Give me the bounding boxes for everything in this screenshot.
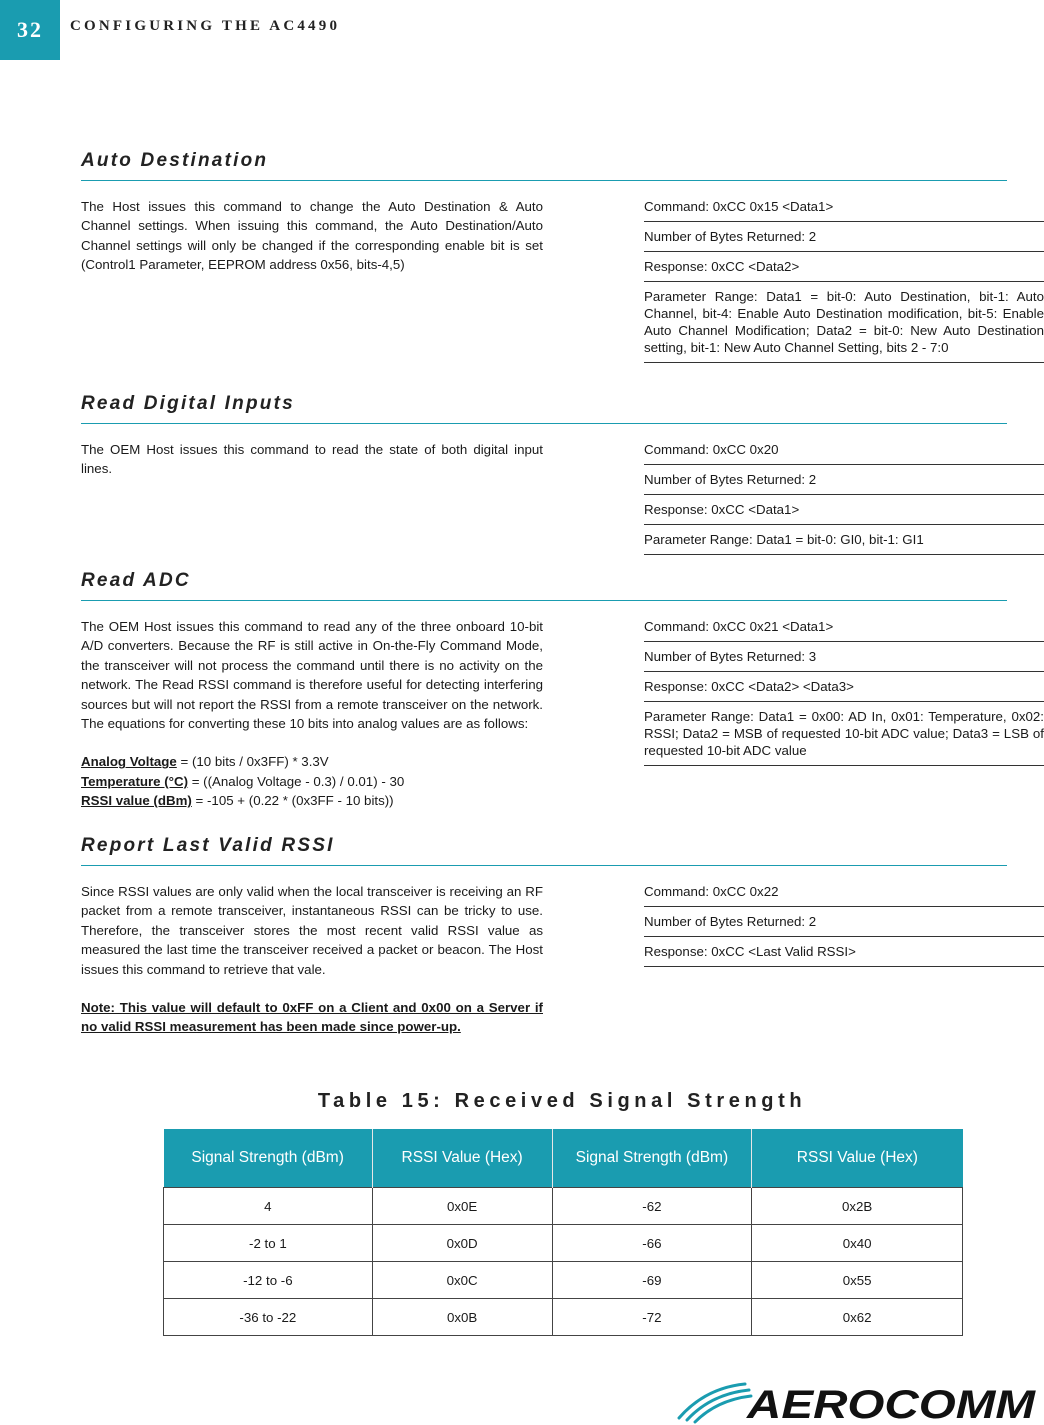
table-row bbox=[164, 1188, 963, 1225]
command-list bbox=[644, 877, 1044, 967]
table-cell: -69 bbox=[552, 1262, 752, 1299]
table-row bbox=[164, 1299, 963, 1336]
parameter-range-row: Parameter Range: Data1 = bit-0: Auto Destination, bit-1: Auto Channel, bit-4: Enable Auto Destination modification, bit-5: Enable Auto Channel Modification; Data2 = bit-0: New Auto Destination setting, bit-1: New Auto Channel Setting, bits 2 - 7:0 bbox=[644, 282, 1044, 363]
section-body bbox=[81, 617, 543, 811]
column-header: Signal Strength (dBm) bbox=[164, 1129, 373, 1188]
section-divider bbox=[81, 600, 1007, 601]
equation-rssi-value: RSSI value (dBm) = -105 + (0.22 * (0x3FF - 10 bits)) bbox=[81, 793, 394, 809]
running-title: CONFIGURING THE AC4490 bbox=[70, 18, 341, 34]
column-header: RSSI Value (Hex) bbox=[372, 1129, 552, 1188]
response-row: Response: 0xCC <Data2> bbox=[644, 252, 1044, 282]
section-divider bbox=[81, 180, 1007, 181]
response-row: Response: 0xCC <Last Valid RSSI> bbox=[644, 937, 1044, 967]
table-title: Table 15: Received Signal Strength bbox=[317, 1090, 807, 1112]
body-text: Since RSSI values are only valid when the local transceiver is receiving an RF packet from a remote transceiver, instantaneous RSSI can be tricky to use. Therefore, the transceiver stores the most recent valid RSSI value as measured the last time the transceiver received a packet or beacon. The Host issues this command to retrieve that vale. bbox=[81, 884, 543, 977]
equation-temperature: Temperature (°C) = ((Analog Voltage - 0.3) / 0.01) - 30 bbox=[81, 773, 405, 789]
command-list bbox=[644, 435, 1044, 555]
column-header: Signal Strength (dBm) bbox=[552, 1129, 752, 1188]
parameter-range-row: Parameter Range: Data1 = bit-0: GI0, bit-1: GI1 bbox=[644, 525, 1044, 555]
table-cell: -72 bbox=[552, 1299, 752, 1336]
response-row: Response: 0xCC <Data2> <Data3> bbox=[644, 672, 1044, 702]
table-cell: 0x0E bbox=[372, 1188, 552, 1225]
aerocomm-logo bbox=[675, 1378, 1040, 1424]
table-cell: 0x55 bbox=[752, 1262, 963, 1299]
equation-analog-voltage: Analog Voltage = (10 bits / 0x3FF) * 3.3V bbox=[81, 754, 329, 770]
section-body bbox=[81, 882, 543, 1037]
command-list bbox=[644, 612, 1044, 766]
table-cell: -2 to 1 bbox=[164, 1225, 373, 1262]
body-text: The OEM Host issues this command to read the state of both digital input lines. bbox=[81, 442, 543, 477]
table-cell: 0x0C bbox=[372, 1262, 552, 1299]
note-text: Note: This value will default to 0xFF on a Client and 0x00 on a Server if no valid RSSI measurement has been made since power-up. bbox=[81, 1000, 543, 1035]
table-cell: 4 bbox=[164, 1188, 373, 1225]
section-title: Report Last Valid RSSI bbox=[81, 835, 335, 856]
table-cell: 0x0D bbox=[372, 1225, 552, 1262]
column-header: RSSI Value (Hex) bbox=[752, 1129, 963, 1188]
section-body bbox=[81, 440, 543, 479]
command-row: Command: 0xCC 0x20 bbox=[644, 435, 1044, 465]
command-row: Command: 0xCC 0x22 bbox=[644, 877, 1044, 907]
table-cell: -62 bbox=[552, 1188, 752, 1225]
table-header-row bbox=[164, 1129, 963, 1188]
table-cell: 0x40 bbox=[752, 1225, 963, 1262]
table-cell: -36 to -22 bbox=[164, 1299, 373, 1336]
command-list bbox=[644, 192, 1044, 363]
section-title: Read ADC bbox=[81, 570, 191, 591]
command-row: Command: 0xCC 0x21 <Data1> bbox=[644, 612, 1044, 642]
response-row: Response: 0xCC <Data1> bbox=[644, 495, 1044, 525]
bytes-returned-row: Number of Bytes Returned: 2 bbox=[644, 222, 1044, 252]
section-body bbox=[81, 197, 543, 275]
table-row bbox=[164, 1262, 963, 1299]
page-number: 32 bbox=[0, 0, 60, 60]
command-row: Command: 0xCC 0x15 <Data1> bbox=[644, 192, 1044, 222]
table-cell: 0x62 bbox=[752, 1299, 963, 1336]
body-text: The OEM Host issues this command to read any of the three onboard 10-bit A/D converters. Because the RF is still active in On-the-Fly Command Mode, the transceiver will not process the command until there is no activity on the network. The Read RSSI command is therefore useful for detecting interfering sources but will not report the RSSI from a remote transceiver on the network. The equations for converting these 10 bits into analog values are as follows: bbox=[81, 619, 543, 732]
swoosh-icon bbox=[679, 1384, 751, 1422]
bytes-returned-row: Number of Bytes Returned: 2 bbox=[644, 465, 1044, 495]
table-cell: -12 to -6 bbox=[164, 1262, 373, 1299]
rssi-table bbox=[163, 1129, 963, 1336]
section-divider bbox=[81, 865, 1007, 866]
table-cell: 0x2B bbox=[752, 1188, 963, 1225]
parameter-range-row: Parameter Range: Data1 = 0x00: AD In, 0x01: Temperature, 0x02: RSSI; Data2 = MSB of requested 10-bit ADC value; Data3 = LSB of requested 10-bit ADC value bbox=[644, 702, 1044, 766]
bytes-returned-row: Number of Bytes Returned: 2 bbox=[644, 907, 1044, 937]
bytes-returned-row: Number of Bytes Returned: 3 bbox=[644, 642, 1044, 672]
table-cell: 0x0B bbox=[372, 1299, 552, 1336]
table-cell: -66 bbox=[552, 1225, 752, 1262]
section-title: Auto Destination bbox=[81, 150, 269, 171]
table-row bbox=[164, 1225, 963, 1262]
section-divider bbox=[81, 423, 1007, 424]
logo-text: AEROCOMM bbox=[745, 1383, 1037, 1424]
section-title: Read Digital Inputs bbox=[81, 393, 295, 414]
body-text: The Host issues this command to change the Auto Destination & Auto Channel settings. When issuing this command, the Auto Destination/Auto Channel settings will only be changed if the corresponding enable bit is set (Control1 Parameter, EEPROM address 0x56, bits-4,5) bbox=[81, 199, 543, 273]
